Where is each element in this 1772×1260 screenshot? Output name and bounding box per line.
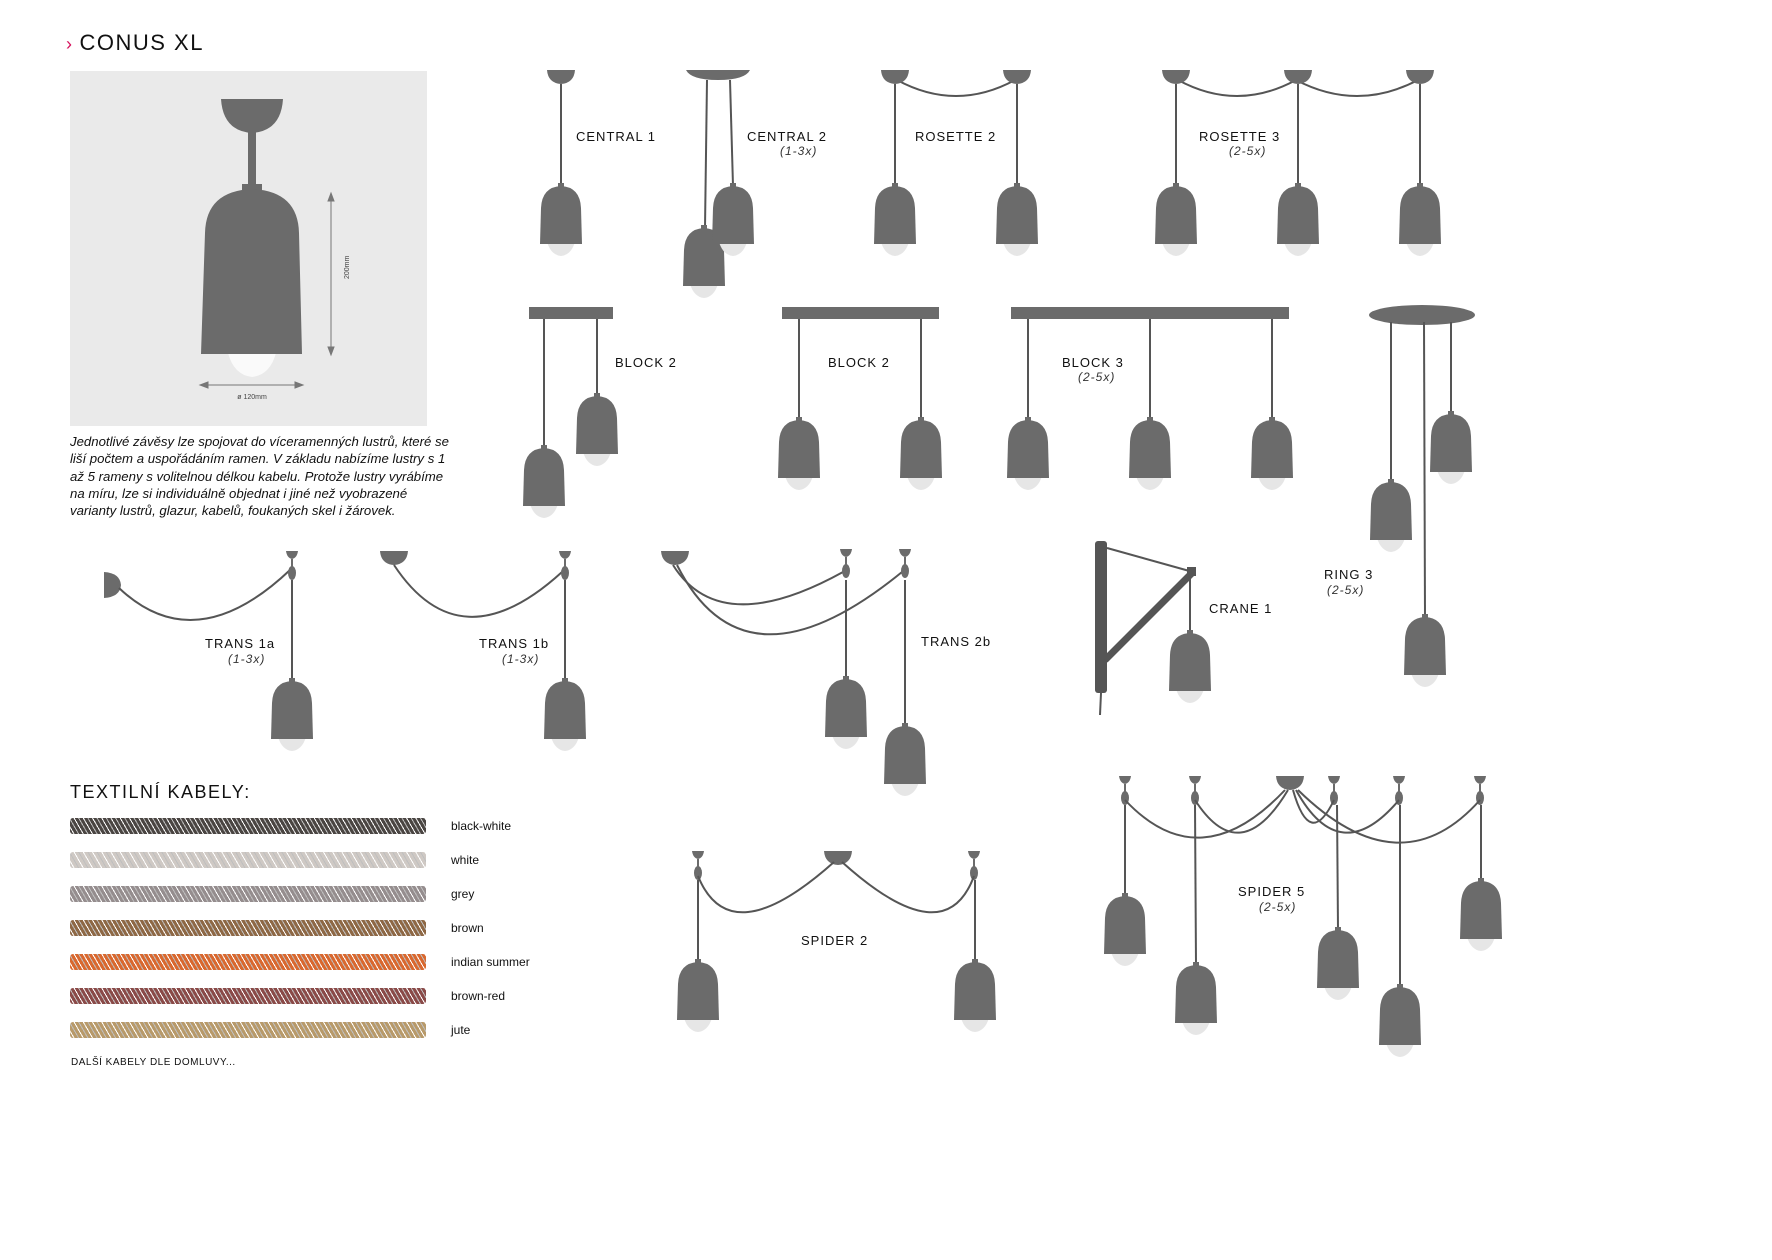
variant-trans1a	[104, 551, 313, 751]
label-ring3: RING 3	[1324, 567, 1374, 582]
count-central2: (1-3x)	[780, 144, 818, 158]
cable-swatch	[70, 818, 426, 834]
label-central1: CENTRAL 1	[576, 129, 657, 144]
cable-name: jute	[451, 1023, 471, 1037]
cable-name: grey	[451, 887, 475, 901]
variant-rosette2	[874, 70, 1038, 256]
cable-swatch	[70, 1022, 426, 1038]
variant-rosette3	[1155, 70, 1441, 256]
cable-swatch	[70, 988, 426, 1004]
variant-trans2b	[661, 549, 926, 796]
label-trans2b: TRANS 2b	[921, 634, 992, 649]
cable-swatch	[70, 920, 426, 936]
variant-trans1b	[380, 551, 586, 751]
variant-spider5	[1104, 776, 1502, 1057]
count-block3: (2-5x)	[1078, 370, 1116, 384]
label-trans1a: TRANS 1a	[205, 636, 276, 651]
variant-crane1	[1095, 541, 1211, 715]
count-trans1a: (1-3x)	[228, 652, 266, 666]
cable-swatch	[70, 852, 426, 868]
height-label: 200mm	[344, 255, 351, 279]
label-spider2: SPIDER 2	[801, 933, 869, 948]
count-ring3: (2-5x)	[1327, 583, 1365, 597]
label-block2a: BLOCK 2	[615, 355, 677, 370]
label-rosette2: ROSETTE 2	[915, 129, 997, 144]
label-block3: BLOCK 3	[1062, 355, 1124, 370]
variant-central2	[683, 70, 754, 298]
variant-ring3	[1369, 305, 1475, 687]
cable-name: white	[451, 853, 480, 867]
width-label: ø 120mm	[237, 394, 267, 401]
more-cables-note: DALŠÍ KABELY DLE DOMLUVY...	[71, 1057, 236, 1068]
count-spider5: (2-5x)	[1259, 900, 1297, 914]
chevron-icon: ›	[66, 34, 74, 54]
cable-name: brown	[451, 921, 484, 935]
variant-block2b	[778, 307, 942, 490]
count-trans1b: (1-3x)	[502, 652, 540, 666]
label-block2b: BLOCK 2	[828, 355, 890, 370]
label-crane1: CRANE 1	[1209, 601, 1273, 616]
title-text: CONUS XL	[79, 30, 204, 55]
cable-name: brown-red	[451, 989, 506, 1003]
variant-block2a	[523, 307, 618, 518]
cables-title: TEXTILNÍ KABELY:	[70, 782, 251, 802]
label-central2: CENTRAL 2	[747, 129, 828, 144]
description: Jednotlivé závěsy lze spojovat do víceramenných lustrů, které se liší počtem a uspořádáním ramen. V základu nabízíme lustry s 1 až 5 rameny s volitelnou délkou kabelu. Protože lustry vyrábíme na míru, lze si individuálně objednat i jiné než vyobrazené varianty lustrů, glazur, kabelů, foukaných skel i žárovek.	[70, 434, 449, 519]
cable-name: black-white	[451, 819, 512, 833]
count-rosette3: (2-5x)	[1229, 144, 1267, 158]
label-rosette3: ROSETTE 3	[1199, 129, 1281, 144]
label-trans1b: TRANS 1b	[479, 636, 550, 651]
cable-swatch	[70, 954, 426, 970]
cable-swatch	[70, 886, 426, 902]
cable-name: indian summer	[451, 955, 530, 969]
variant-block3	[1007, 307, 1293, 490]
variant-central1	[540, 70, 582, 256]
label-spider5: SPIDER 5	[1238, 884, 1306, 899]
